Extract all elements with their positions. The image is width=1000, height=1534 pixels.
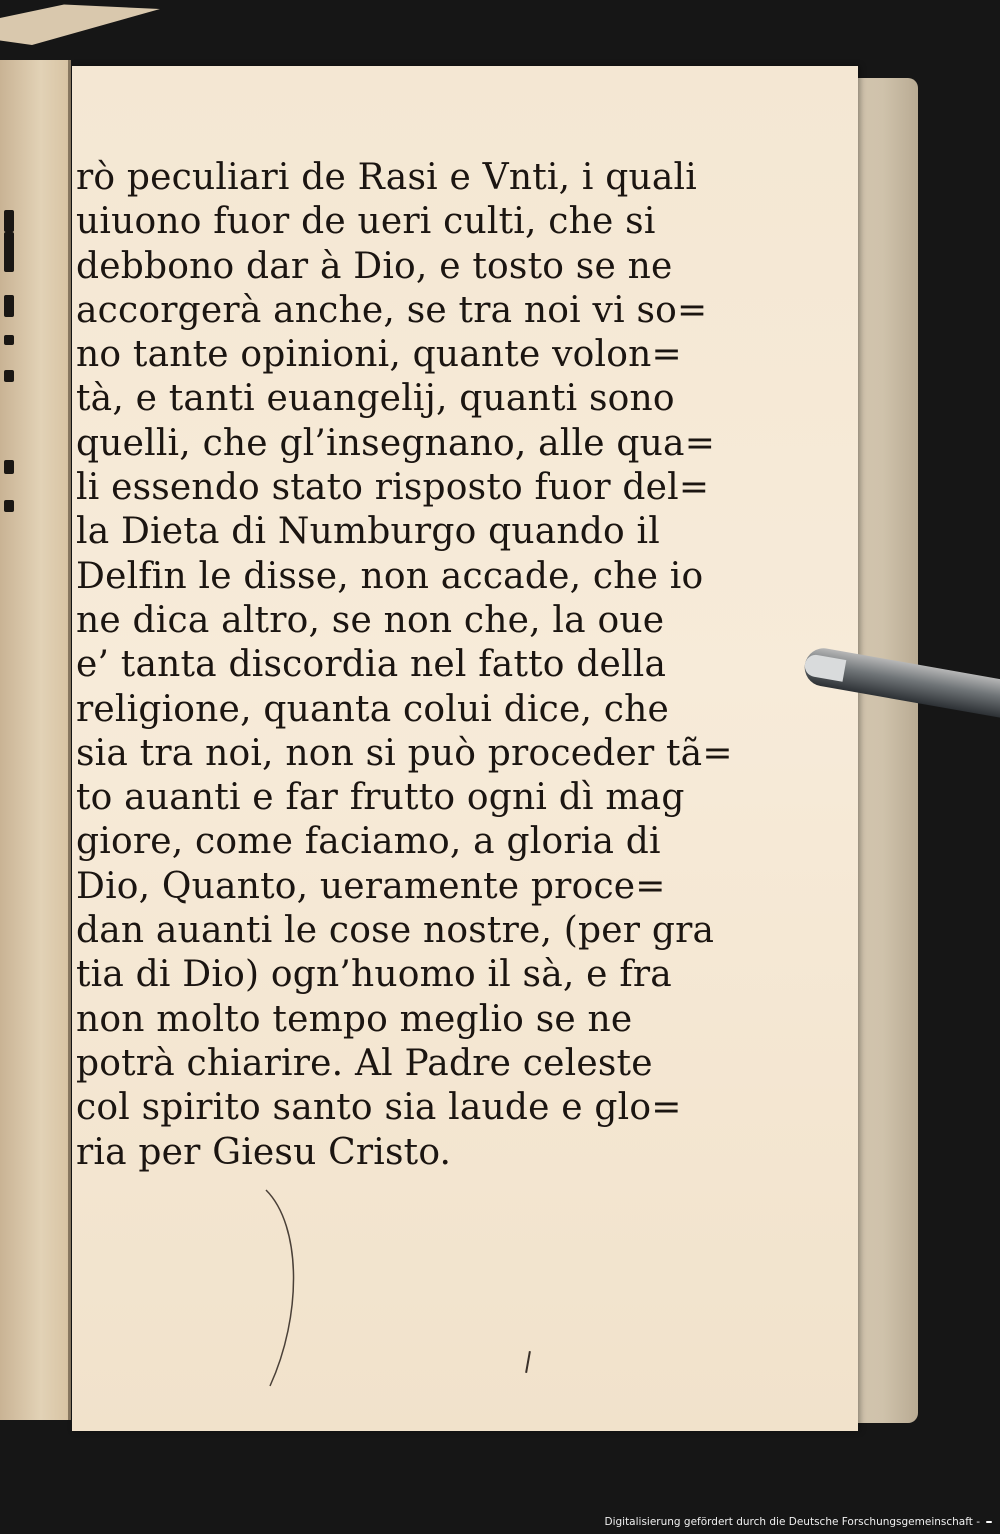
text-line: ne dica altro, se non che, la oue xyxy=(76,599,665,641)
text-line: to auanti e far frutto ogni dì mag xyxy=(76,777,685,819)
left-page-glyph xyxy=(4,295,14,317)
dfg-logo xyxy=(986,1521,992,1523)
pencil-tip xyxy=(803,653,846,682)
left-page-glyph xyxy=(4,370,14,382)
text-line: Dio, Quanto, ueramente proce= xyxy=(76,865,666,907)
left-page-glyph xyxy=(4,500,14,512)
text-line: potrà chiarire. Al Padre celeste xyxy=(76,1042,653,1084)
text-line: tà, e tanti euangelij, quanti sono xyxy=(76,378,675,420)
text-line: ria per Giesu Cristo. xyxy=(76,1131,452,1173)
page-text xyxy=(76,156,733,1175)
left-page-glyph xyxy=(4,460,14,474)
credit-text: Digitalisierung gefördert durch die Deutsche Forschungsgemeinschaft - xyxy=(604,1516,980,1528)
book-page xyxy=(72,66,858,1431)
text-line: quelli, che gl’insegnano, alle qua= xyxy=(76,422,716,464)
left-page-glyph xyxy=(4,335,14,345)
torn-paper-fragment xyxy=(0,0,160,45)
text-line: giore, come faciamo, a gloria di xyxy=(76,821,661,863)
text-line: col spirito santo sia laude e glo= xyxy=(76,1087,682,1129)
pencil-tick-mark xyxy=(525,1351,531,1373)
left-page-fragment xyxy=(0,60,71,1420)
text-line: non molto tempo meglio se ne xyxy=(76,998,633,1040)
text-line: la Dieta di Numburgo quando il xyxy=(76,511,660,553)
text-line: dan auanti le cose nostre, (per gra xyxy=(76,910,715,952)
digitization-credit xyxy=(604,1516,992,1528)
left-page-glyph xyxy=(4,232,14,272)
text-line: no tante opinioni, quante volon= xyxy=(76,334,682,376)
text-line: debbono dar à Dio, e tosto se ne xyxy=(76,245,673,287)
text-line: uiuono fuor de ueri culti, che si xyxy=(76,201,656,243)
text-line: tia di Dio) ogn’huomo il sà, e fra xyxy=(76,954,672,996)
text-line: li essendo stato risposto fuor del= xyxy=(76,467,710,509)
text-line: e’ tanta discordia nel fatto della xyxy=(76,644,667,686)
left-page-glyph xyxy=(4,210,14,232)
text-line: sia tra noi, non si può proceder tã= xyxy=(76,732,733,774)
pencil-curve-mark xyxy=(262,1186,322,1396)
text-line: religione, quanta colui dice, che xyxy=(76,688,670,730)
text-line: accorgerà anche, se tra noi vi so= xyxy=(76,289,708,331)
text-line: Delfin le disse, non accade, che io xyxy=(76,555,704,597)
text-line: rò peculiari de Rasi e Vnti, i quali xyxy=(76,157,697,198)
